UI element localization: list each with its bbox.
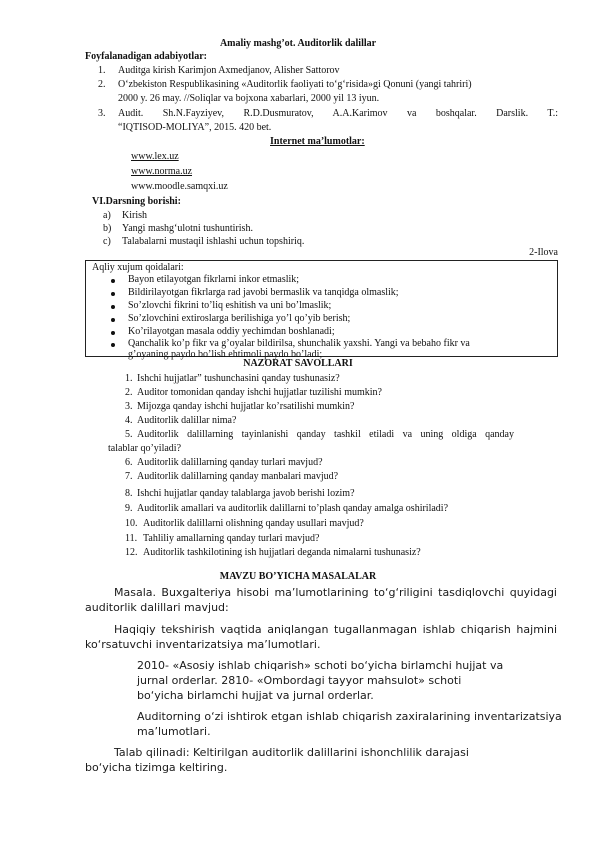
rule-item-4: So’zlovchini extiroslarga berilishiga yo’l qo’yib berish; bbox=[128, 313, 351, 324]
rules-box-title: Aqliy xujum qoidalari: bbox=[92, 262, 184, 273]
question-2: Auditor tomonidan qanday ishchi hujjatlar tuzilishi mumkin? bbox=[137, 387, 382, 398]
literature-heading: Foyfalanadigan adabiyotlar: bbox=[85, 51, 207, 62]
bullet-icon bbox=[111, 331, 115, 335]
rule-item-6: Qanchalik ko’p fikr va g’oyalar bildirilsa, shunchalik yaxshi. Yangi va bebaho fikr va bbox=[128, 338, 470, 349]
question-num-7: 7. bbox=[125, 471, 133, 482]
question-num-4: 4. bbox=[125, 415, 133, 426]
problem-line-4: ko‘rsatuvchi inventarizatsiya ma’lumotlari. bbox=[85, 638, 321, 651]
question-10: Auditorlik dalillarni olishning qanday usullari mavjud? bbox=[143, 518, 364, 529]
control-heading: NAZORAT SAVOLLARI bbox=[243, 358, 353, 369]
rule-item-3: So’zlovchi fikrini to’liq eshitish va uni bo’lmaslik; bbox=[128, 300, 332, 311]
literature-num-1: 1. bbox=[98, 65, 106, 76]
rule-item-2: Bildirilayotgan fikrlarga rad javobi bermaslik va tanqidga olmaslik; bbox=[128, 287, 399, 298]
course-step-label-c: c) bbox=[103, 236, 111, 247]
question-num-1: 1. bbox=[125, 373, 133, 384]
problem-line-10: Talab qilinadi: Keltirilgan auditorlik dalillarini ishonchlilik darajasi bbox=[114, 746, 469, 759]
bullet-icon bbox=[111, 279, 115, 283]
question-num-10: 10. bbox=[125, 518, 138, 529]
question-12: Auditorlik tashkilotining ish hujjatlari deganda nimalarni tushunasiz? bbox=[143, 547, 421, 558]
question-5-cont: talablar qo’yiladi? bbox=[108, 443, 182, 454]
question-num-5: 5. bbox=[125, 429, 133, 440]
bullet-icon bbox=[111, 305, 115, 309]
problem-line-1: Masala. Buxgalteriya hisobi ma’lumotlarining to‘g‘riligini tasdiqlovchi quyidagi bbox=[114, 586, 557, 599]
question-7: Auditorlik dalillarning qanday manbalari mavjud? bbox=[137, 471, 339, 482]
bullet-icon bbox=[111, 343, 115, 347]
question-num-12: 12. bbox=[125, 547, 138, 558]
course-step-b: Yangi mashg‘ulotni tushuntirish. bbox=[122, 223, 253, 234]
question-num-3: 3. bbox=[125, 401, 133, 412]
question-8: Ishchi hujjatlar qanday talablarga javob berishi lozim? bbox=[137, 488, 355, 499]
problem-line-5: 2010- «Asosiy ishlab chiqarish» schoti bo‘yicha birlamchi hujjat va bbox=[137, 659, 504, 672]
link-norma[interactable]: www.norma.uz bbox=[131, 166, 193, 177]
question-num-6: 6. bbox=[125, 457, 133, 468]
page-title: Amaliy mashg’ot. Auditorlik dalillar bbox=[219, 38, 377, 49]
rule-item-1: Bayon etilayotgan fikrlarni inkor etmaslik; bbox=[128, 274, 300, 285]
question-5: Auditorlik dalillarning tayinlanishi qanday tashkil etiladi va uning oldiga qanday bbox=[137, 429, 514, 440]
bullet-icon bbox=[111, 318, 115, 322]
bullet-icon bbox=[111, 292, 115, 296]
question-1: Ishchi hujjatlar” tushunchasini qanday tushunasiz? bbox=[137, 373, 340, 384]
link-lex[interactable]: www.lex.uz bbox=[131, 151, 179, 162]
course-step-c: Talabalarni mustaqil ishlashi uchun topshiriq. bbox=[122, 236, 305, 247]
question-num-8: 8. bbox=[125, 488, 133, 499]
link-moodle[interactable]: www.moodle.samqxi.uz bbox=[131, 181, 228, 192]
literature-num-3: 3. bbox=[98, 108, 106, 119]
problem-line-8: Auditorning o‘zi ishtirok etgan ishlab chiqarish zaxiralarining inventarizatsiya bbox=[137, 710, 562, 723]
question-3: Mijozga qanday ishchi hujjatlar ko’rsatilishi mumkin? bbox=[137, 401, 355, 412]
course-step-label-b: b) bbox=[103, 223, 112, 234]
course-step-a: Kirish bbox=[122, 210, 147, 221]
literature-item-3-cont: “IQTISOD-MOLIYA”, 2015. 420 bet. bbox=[118, 122, 272, 133]
question-9: Auditorlik amallari va auditorlik dalillarni to’plash qanday amalga oshiriladi? bbox=[137, 503, 449, 514]
problem-line-3: Haqiqiy tekshirish vaqtida aniqlangan tugallanmagan ishlab chiqarish hajmini bbox=[114, 623, 557, 636]
literature-item-2-cont: 2000 y. 26 may. //Soliqlar va bojxona xabarlari, 2000 yil 13 iyun. bbox=[118, 93, 380, 104]
literature-item-1: Auditga kirish Karimjon Axmedjanov, Alisher Sattorov bbox=[118, 65, 340, 76]
literature-num-2: 2. bbox=[98, 79, 106, 90]
course-step-label-a: a) bbox=[103, 210, 111, 221]
question-num-2: 2. bbox=[125, 387, 133, 398]
rule-item-6-cont: g’oyaning paydo bo’lish ehtimoli paydo bo’ladi; bbox=[128, 349, 323, 360]
literature-item-3: Audit. Sh.N.Fayziyev, R.D.Dusmuratov, A.A.Karimov va boshqalar. Darslik. T.: bbox=[118, 108, 558, 119]
problem-line-11: bo‘yicha tizimga keltiring. bbox=[85, 761, 228, 774]
literature-item-2: O‘zbekiston Respublikasining «Auditorlik faoliyati to‘g‘risida»gi Qonuni (yangi tahriri) bbox=[118, 79, 472, 90]
problem-line-2: auditorlik dalillari mavjud: bbox=[85, 601, 229, 614]
question-num-9: 9. bbox=[125, 503, 133, 514]
rule-item-5: Ko’rilayotgan masala oddiy yechimdan boshlanadi; bbox=[128, 326, 335, 337]
problem-line-6: jurnal orderlar. 2810- «Ombordagi tayyor mahsulot» schoti bbox=[137, 674, 462, 687]
question-6: Auditorlik dalillarning qanday turlari mavjud? bbox=[137, 457, 323, 468]
question-num-11: 11. bbox=[125, 533, 138, 544]
problems-heading: MAVZU BO’YICHA MASALALAR bbox=[219, 571, 377, 582]
question-4: Auditorlik dalillar nima? bbox=[137, 415, 237, 426]
problem-line-9: ma’lumotlari. bbox=[137, 725, 211, 738]
question-11: Tahliliy amallarning qanday turlari mavjud? bbox=[143, 533, 320, 544]
internet-heading: Internet ma’lumotlar: bbox=[270, 136, 365, 147]
appendix-label: 2-Ilova bbox=[529, 247, 558, 258]
problem-line-7: bo‘yicha birlamchi hujjat va jurnal orderlar. bbox=[137, 689, 374, 702]
course-heading: VI.Darsning borishi: bbox=[92, 196, 181, 207]
